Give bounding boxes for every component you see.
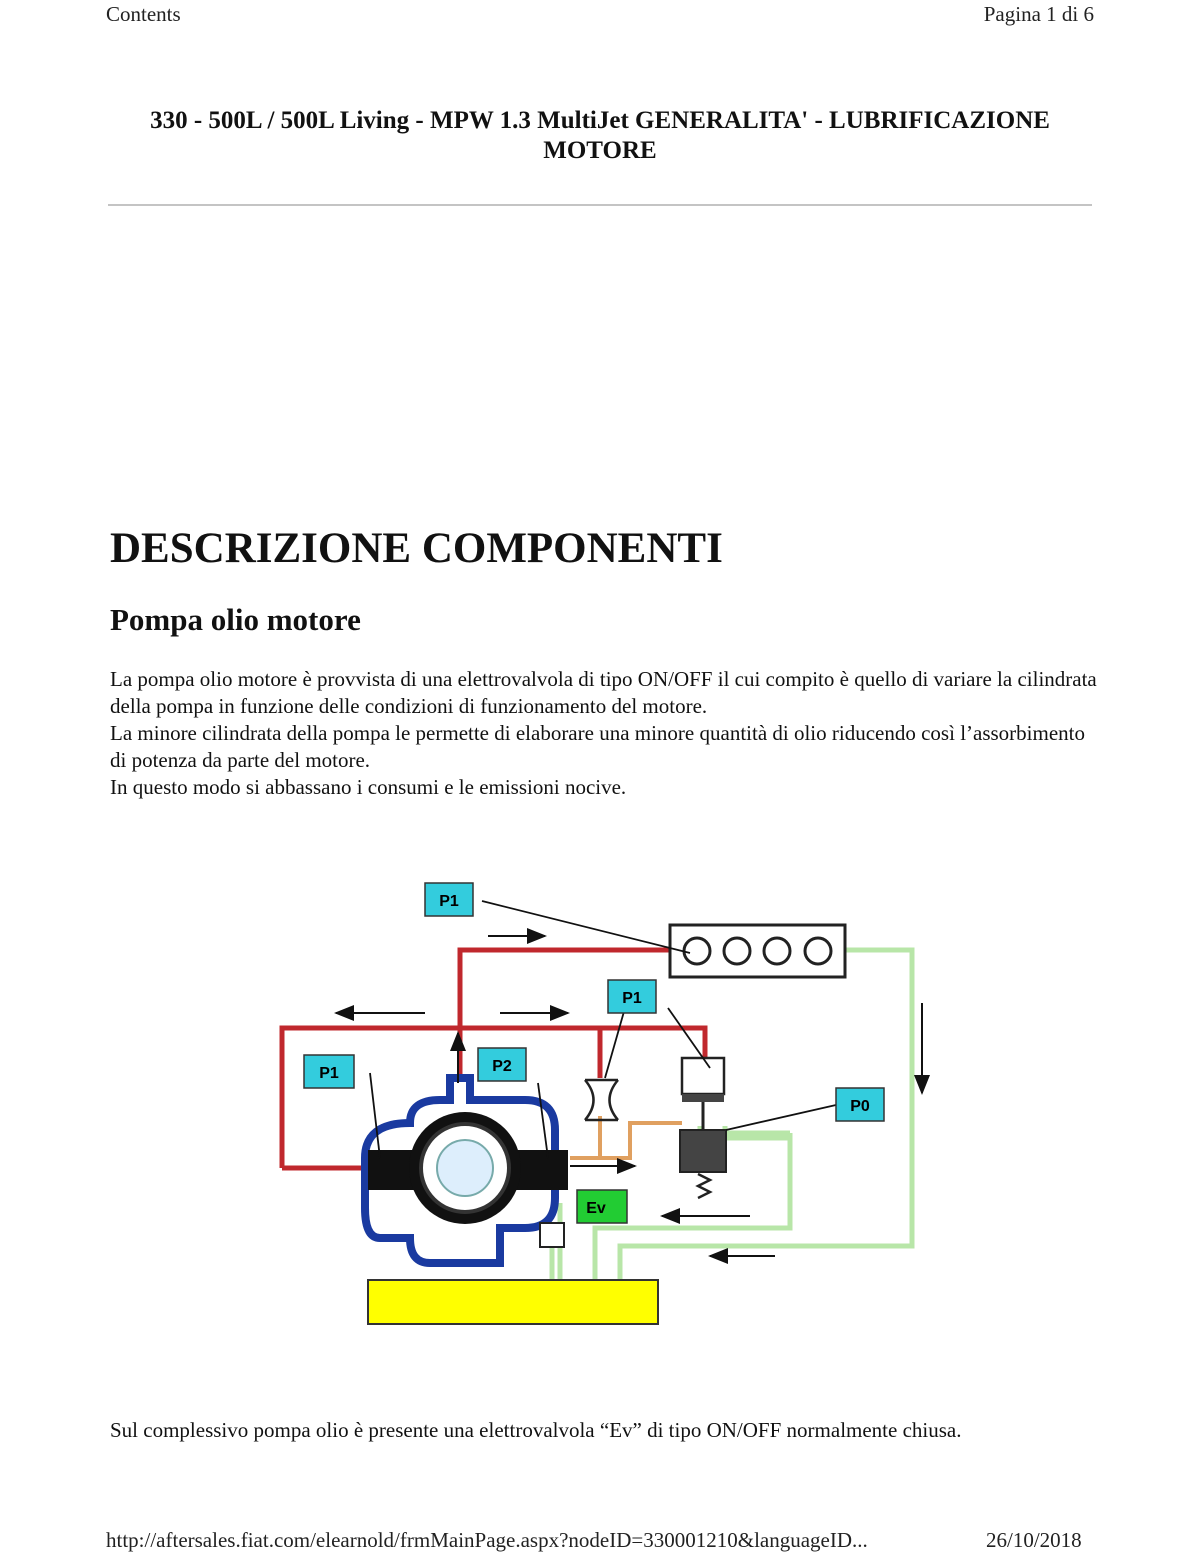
label-p1-top [425,883,473,916]
label-p2 [478,1048,526,1081]
label-p1-left [304,1055,354,1088]
low-pressure-line [570,1116,682,1158]
paragraph-3: In questo modo si abbassano i consumi e le emissioni nocive. [110,775,627,799]
label-p1-left-text: P1 [319,1065,339,1082]
header-left-label: Contents [106,2,181,26]
label-p1-mid [608,980,656,1013]
footer-url: http://aftersales.fiat.com/elearnold/frmMainPage.aspx?nodeID=330001210&languageID... [106,1528,868,1552]
footer-date: 26/10/2018 [986,1528,1082,1552]
body-text [110,666,1100,801]
regulator-valve [680,1058,726,1198]
sub-heading: Pompa olio motore [110,602,361,637]
oil-sump [368,1280,658,1324]
caption-note: Sul complessivo pompa olio è presente una elettrovalvola “Ev” di tipo ON/OFF normalmente chiusa. [110,1418,962,1442]
section-heading: DESCRIZIONE COMPONENTI [110,525,723,572]
paragraph-1: La pompa olio motore è provvista di una elettrovalvola di tipo ON/OFF il cui compito è quello di variare la cilindrata della pompa in funzione delle condizioni di funzionamento del motore. [110,667,1097,718]
label-p0 [836,1088,884,1121]
oil-pump [365,1078,568,1263]
label-p0-text: P0 [850,1098,870,1115]
label-ev [577,1190,627,1223]
paragraph-2: La minore cilindrata della pompa le permette di elaborare una minore quantità di olio riducendo così l’assorbimento di potenza da parte del motore. [110,721,1086,772]
horizontal-divider [108,204,1092,206]
label-ev-text: Ev [586,1200,606,1217]
label-p1-mid-text: P1 [622,990,642,1007]
label-p2-text: P2 [492,1058,512,1075]
oil-pump-diagram [270,868,930,1338]
restrictor [585,1080,618,1120]
label-p1-top-text: P1 [439,893,459,910]
engine-block [670,925,845,977]
page-number: Pagina 1 di 6 [983,2,1094,26]
document-title: 330 - 500L / 500L Living - MPW 1.3 MultiJet GENERALITA' - LUBRIFICAZIONE MOTORE [150,107,1050,164]
